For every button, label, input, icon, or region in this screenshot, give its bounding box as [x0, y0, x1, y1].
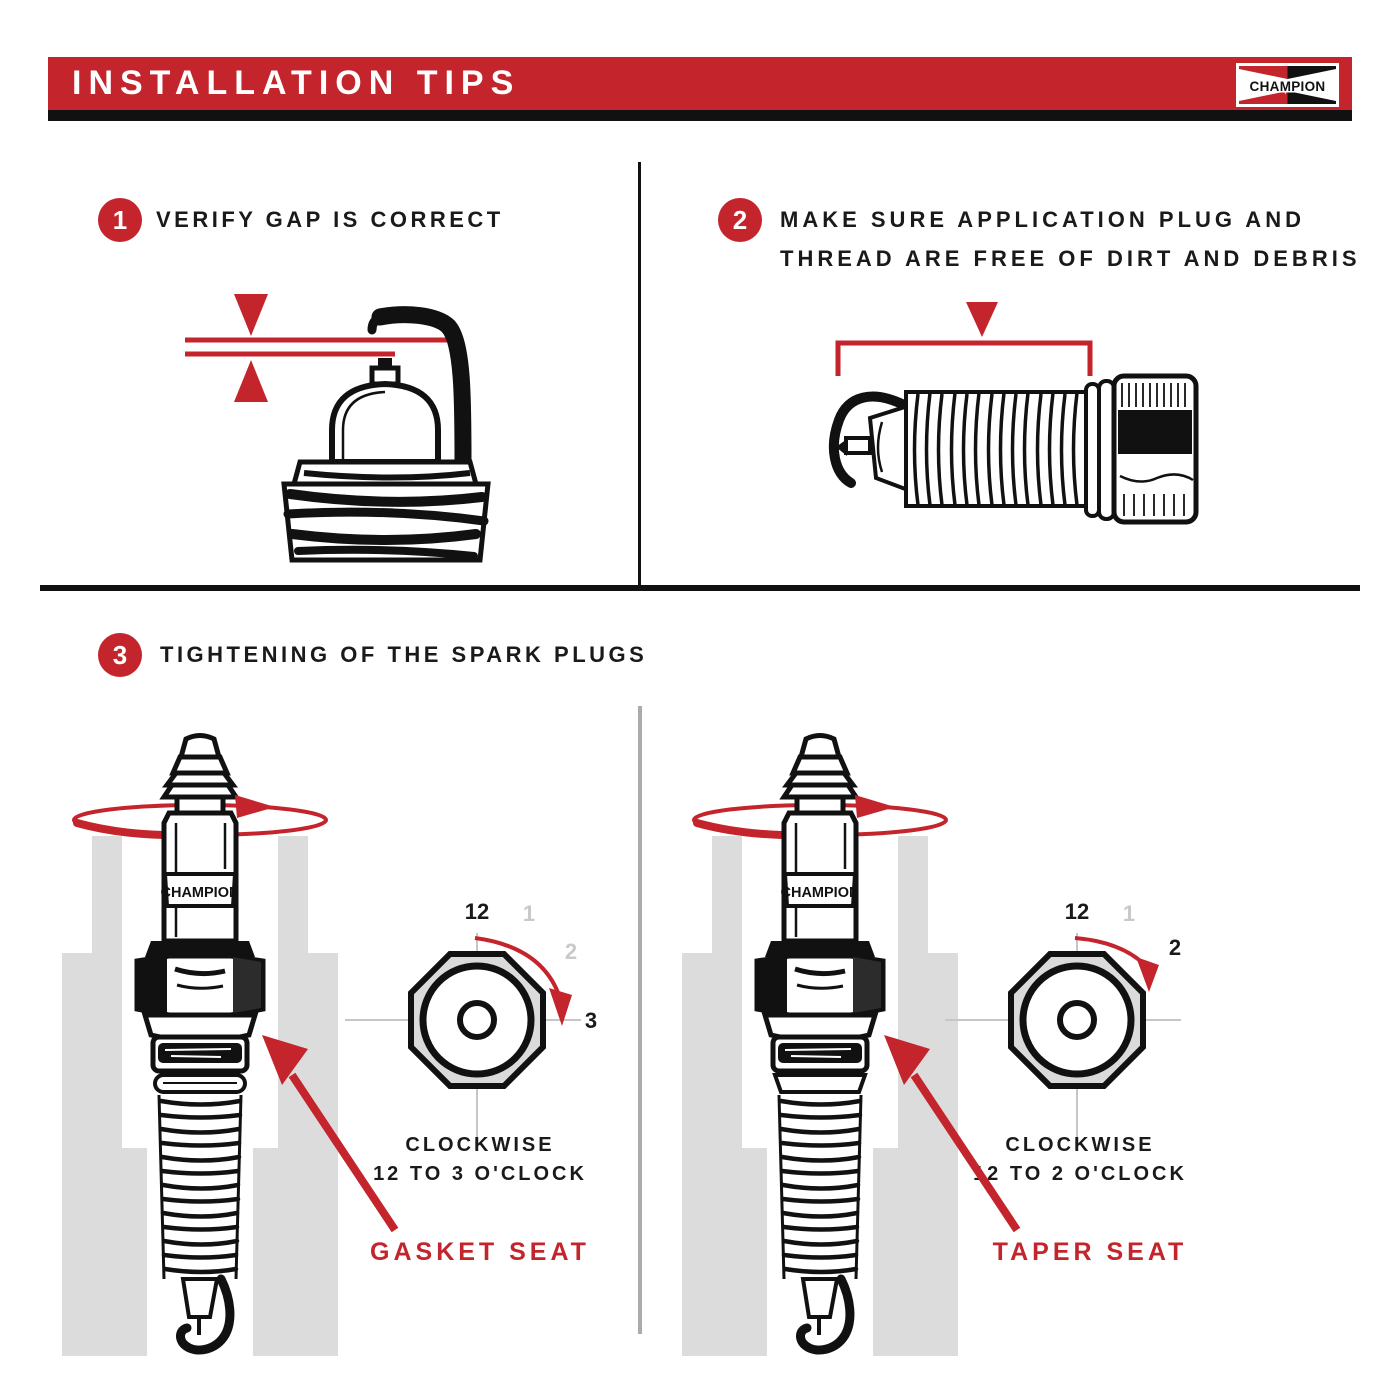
- dial-label-2: 2: [564, 939, 578, 964]
- dial-label-12: 12: [1064, 899, 1090, 924]
- dial-caption-line1: CLOCKWISE: [405, 1134, 555, 1156]
- horizontal-divider: [40, 585, 1360, 591]
- step-1-title: VERIFY GAP IS CORRECT: [156, 207, 504, 232]
- dial-label-2: 2: [1168, 935, 1182, 960]
- thread-check-illustration: [790, 280, 1350, 580]
- step-1-badge: [98, 198, 142, 242]
- registered-mark: ®: [1328, 96, 1334, 102]
- step-2-title-line2: THREAD ARE FREE OF DIRT AND DEBRIS: [780, 246, 1361, 271]
- shell-rim: [294, 462, 476, 484]
- champion-logo: [1236, 63, 1339, 107]
- step-1-number: 1: [112, 204, 128, 235]
- dial-label-12: 12: [464, 899, 490, 924]
- plug-brand-label: CHAMPION: [780, 885, 860, 901]
- hex-nut-top-view: [411, 954, 543, 1086]
- gap-check-illustration: [170, 280, 630, 580]
- insulator-nose: [870, 406, 908, 490]
- dial-caption-line2: 12 TO 2 O'CLOCK: [973, 1163, 1187, 1185]
- dial-label-1: 1: [1122, 901, 1136, 926]
- dial-caption-line2: 12 TO 3 O'CLOCK: [373, 1163, 587, 1185]
- step-2-number: 2: [732, 204, 748, 235]
- thread-span-bracket-icon: [838, 302, 1090, 376]
- dial-caption-line1: CLOCKWISE: [1005, 1134, 1155, 1156]
- shell-collar: [1086, 381, 1114, 519]
- step-3-title: TIGHTENING OF THE SPARK PLUGS: [160, 642, 648, 667]
- taper-seat-label: TAPER SEAT: [992, 1238, 1188, 1266]
- thread-ridges: [781, 1101, 860, 1272]
- spark-plug-body: [137, 736, 263, 1351]
- terminal-housing: [1114, 376, 1196, 522]
- dial-label-3: 3: [584, 1008, 598, 1033]
- banner-underline: [48, 110, 1352, 121]
- center-electrode: [836, 438, 870, 456]
- hex-nut-top-view: [1011, 954, 1143, 1086]
- champion-logo-bowtie: [1239, 66, 1336, 104]
- bottom-vertical-divider: [638, 706, 642, 1334]
- step-2-title: [780, 200, 1361, 278]
- champion-logo-text: CHAMPION: [1249, 79, 1326, 94]
- taper-seat-arrow-icon: [872, 1025, 1027, 1240]
- center-electrode: [372, 358, 398, 384]
- step-3-number: 3: [112, 639, 128, 670]
- thread-ridges: [161, 1101, 240, 1272]
- threaded-shell: [284, 484, 488, 560]
- gasket-seat-arrow-icon: [250, 1025, 405, 1240]
- step-2-badge: [718, 198, 762, 242]
- spark-plug-body: [757, 736, 883, 1351]
- threaded-shell: [906, 392, 1088, 506]
- insulator-nose: [332, 384, 438, 462]
- top-vertical-divider: [638, 162, 641, 585]
- step-2-title-line1: MAKE SURE APPLICATION PLUG AND: [780, 207, 1305, 232]
- rotation-arrowhead-icon: [235, 795, 275, 818]
- dial-label-1: 1: [522, 901, 536, 926]
- rotation-arrowhead-icon: [855, 795, 895, 818]
- plug-brand-label: CHAMPION: [160, 885, 240, 901]
- step-3-badge: [98, 633, 142, 677]
- page-title: INSTALLATION TIPS: [72, 64, 521, 102]
- gasket-seat-label: GASKET SEAT: [370, 1238, 590, 1266]
